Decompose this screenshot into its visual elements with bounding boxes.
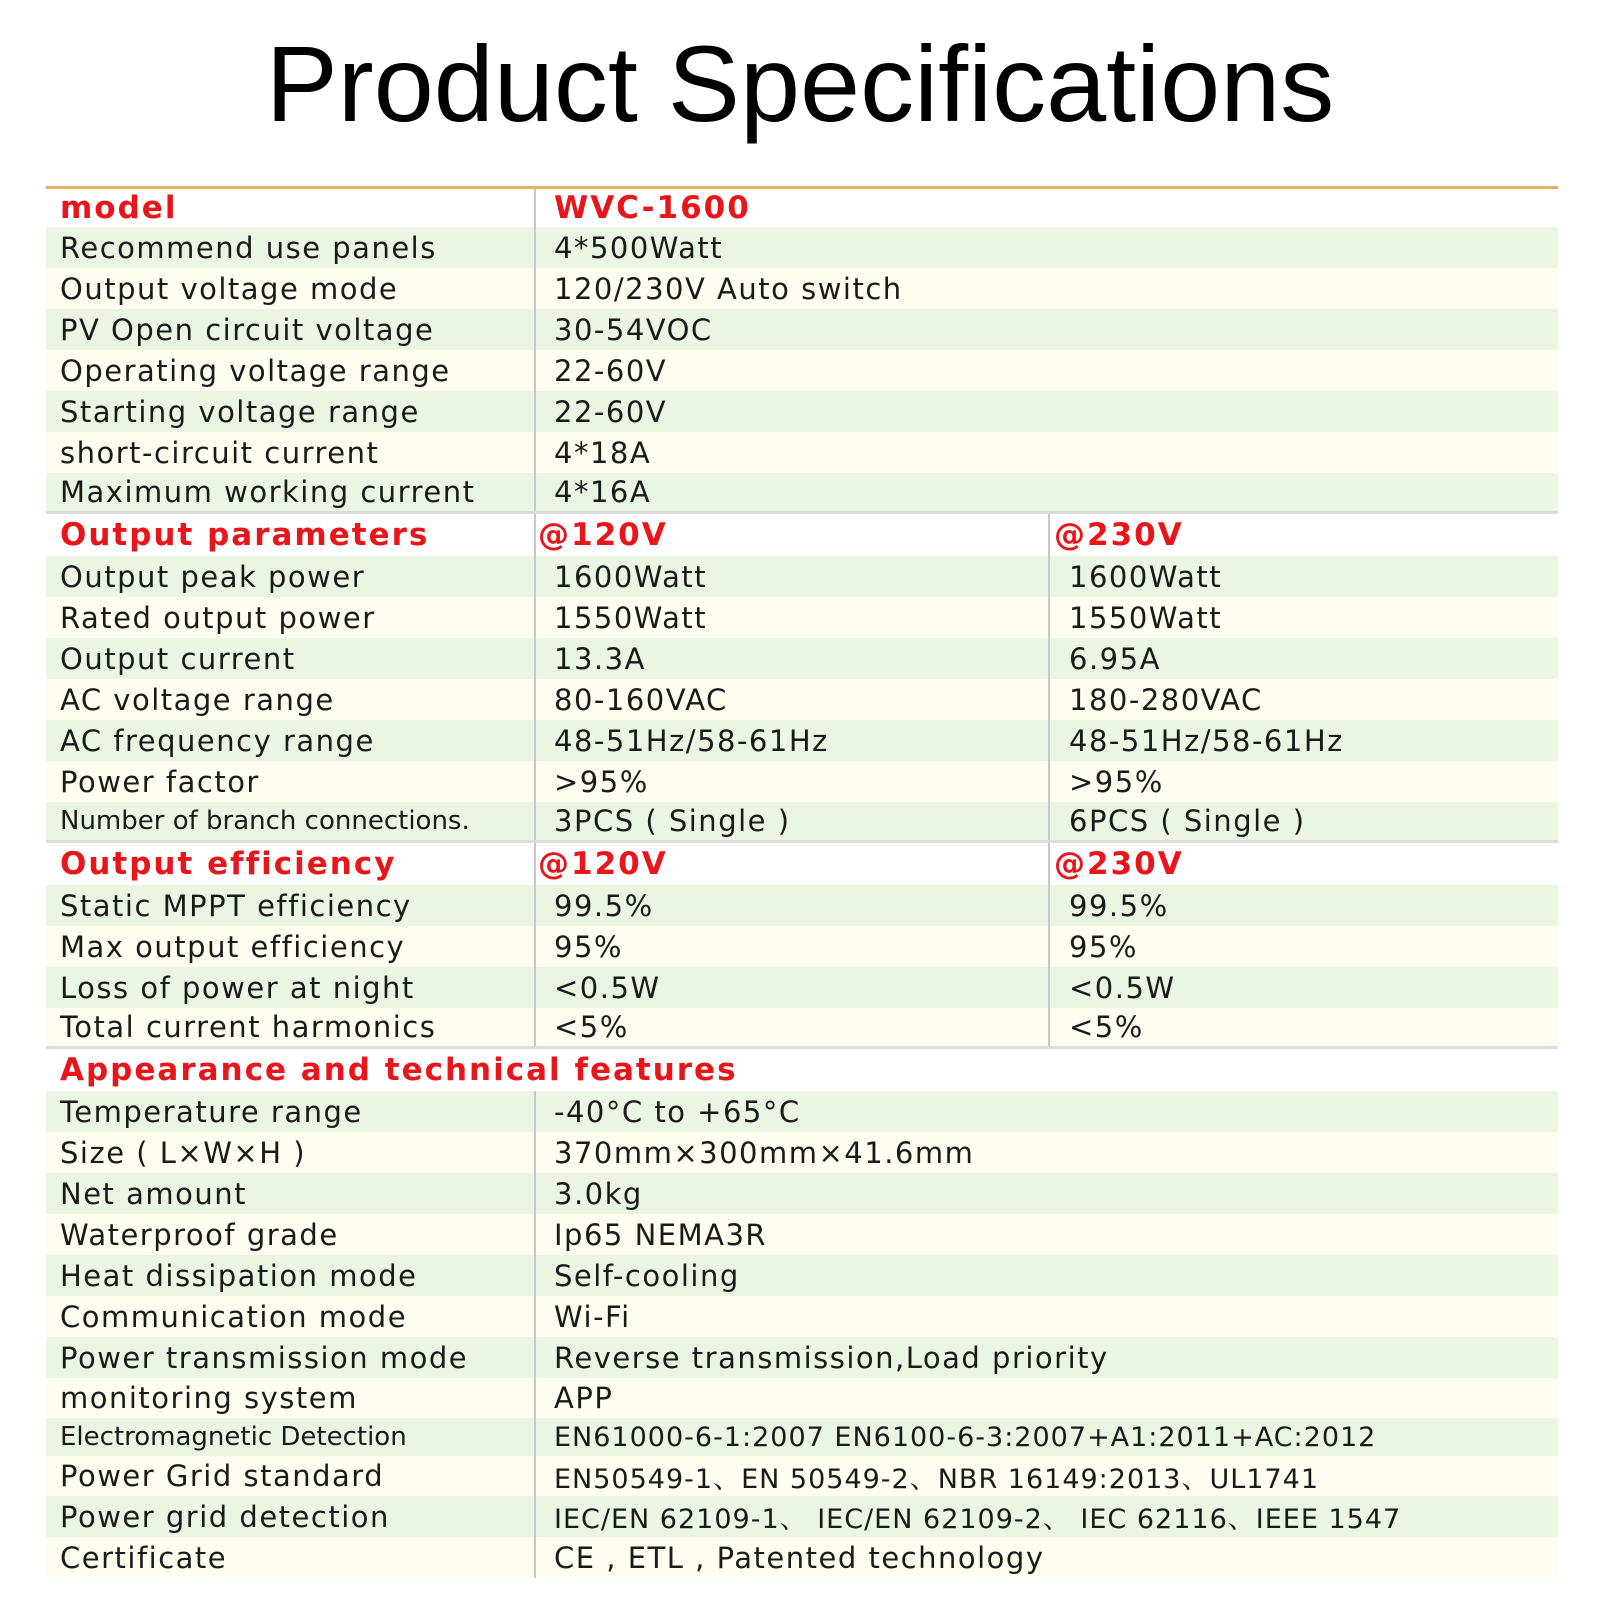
spec-label: Waterproof grade <box>60 1217 339 1252</box>
value-120v: 1600Watt <box>554 559 708 594</box>
column-divider <box>534 1008 536 1046</box>
value-230v: >95% <box>1069 764 1164 799</box>
spec-label: Output peak power <box>60 559 366 594</box>
value-120v: >95% <box>554 764 649 799</box>
spec-label: Net amount <box>60 1176 248 1211</box>
spec-value: EN61000-6-1:2007 EN6100-6-3:2007+A1:2011+AC:2012 <box>554 1421 1377 1453</box>
spec-label: Recommend use panels <box>60 230 437 265</box>
value-230v: 180-280VAC <box>1069 682 1263 717</box>
spec-row <box>46 967 1558 1008</box>
model-value: WVC-1600 <box>554 190 751 226</box>
spec-row <box>46 926 1558 967</box>
spec-value: Wi-Fi <box>554 1299 631 1334</box>
spec-label: Power factor <box>60 764 260 799</box>
value-120v: 1550Watt <box>554 600 708 635</box>
value-120v: 13.3A <box>554 641 646 676</box>
value-230v: 6PCS ( Single ) <box>1069 804 1306 838</box>
column-divider <box>534 1255 536 1296</box>
spec-value: -40°C to +65°C <box>554 1094 801 1129</box>
value-120v: 99.5% <box>554 888 654 923</box>
section-heading: Appearance and technical features <box>60 1052 738 1088</box>
spec-value: 120/230V Auto switch <box>554 271 903 306</box>
column-divider <box>534 1418 536 1456</box>
spec-label: PV Open circuit voltage <box>60 312 435 347</box>
column-divider <box>534 638 536 679</box>
spec-label: Rated output power <box>60 600 376 635</box>
spec-row <box>46 227 1558 268</box>
spec-label: Output voltage mode <box>60 271 399 306</box>
column-divider <box>534 268 536 309</box>
value-230v: 99.5% <box>1069 888 1169 923</box>
spec-label: Certificate <box>60 1540 228 1575</box>
column-divider <box>534 843 536 885</box>
column-divider <box>534 1337 536 1378</box>
spec-label: Maximum working current <box>60 475 476 509</box>
column-divider <box>534 802 536 840</box>
column-divider <box>534 720 536 761</box>
spec-row <box>46 1008 1558 1049</box>
column-divider <box>534 1091 536 1132</box>
column-divider <box>1048 514 1050 556</box>
value-230v: <5% <box>1069 1010 1144 1044</box>
value-230v: 95% <box>1069 929 1138 964</box>
column-divider <box>1048 843 1050 885</box>
spec-label: monitoring system <box>60 1381 358 1415</box>
spec-row <box>46 802 1558 843</box>
column-heading-230v: @230V <box>1054 846 1184 882</box>
spec-label: Size ( L×W×H ) <box>60 1135 307 1170</box>
section-heading: Output parameters <box>60 517 430 553</box>
spec-row <box>46 1378 1558 1418</box>
spec-row <box>46 638 1558 679</box>
spec-row <box>46 1296 1558 1337</box>
column-divider <box>534 556 536 597</box>
column-divider <box>534 761 536 802</box>
spec-row <box>46 268 1558 309</box>
spec-row <box>46 761 1558 802</box>
spec-row <box>46 1537 1558 1578</box>
spec-value: EN50549-1、EN 50549-2、NBR 16149:2013、UL1741 <box>554 1463 1320 1495</box>
spec-row <box>46 309 1558 350</box>
spec-row <box>46 556 1558 597</box>
value-230v: 6.95A <box>1069 641 1161 676</box>
spec-row <box>46 473 1558 514</box>
spec-label: Operating voltage range <box>60 353 451 388</box>
spec-label: Power grid detection <box>60 1499 390 1534</box>
spec-row <box>46 1091 1558 1132</box>
spec-value: 4*16A <box>554 475 652 509</box>
spec-label: AC frequency range <box>60 723 375 758</box>
column-divider <box>534 1296 536 1337</box>
value-120v: <0.5W <box>554 970 661 1005</box>
value-120v: 95% <box>554 929 623 964</box>
value-120v: 3PCS ( Single ) <box>554 804 791 838</box>
spec-value: 22-60V <box>554 353 668 388</box>
spec-value: 370mm×300mm×41.6mm <box>554 1135 975 1170</box>
column-divider <box>534 514 536 556</box>
column-divider <box>534 227 536 268</box>
spec-label: Max output efficiency <box>60 929 406 964</box>
column-divider <box>534 1537 536 1578</box>
spec-label: short-circuit current <box>60 435 380 470</box>
column-heading-120v: @120V <box>538 517 668 553</box>
spec-label: Communication mode <box>60 1299 408 1334</box>
spec-label: Output current <box>60 641 296 676</box>
spec-label: Power Grid standard <box>60 1459 385 1493</box>
column-divider <box>534 1173 536 1214</box>
column-divider <box>534 1132 536 1173</box>
spec-row <box>46 1496 1558 1537</box>
spec-row <box>46 350 1558 391</box>
spec-value: CE , ETL , Patented technology <box>554 1540 1045 1575</box>
spec-value: 4*18A <box>554 435 652 470</box>
column-divider <box>534 473 536 511</box>
spec-value: 4*500Watt <box>554 230 724 265</box>
output-parameters-header <box>46 514 1558 556</box>
value-230v: 1550Watt <box>1069 600 1223 635</box>
column-divider <box>534 1214 536 1255</box>
column-heading-120v: @120V <box>538 846 668 882</box>
spec-value: APP <box>554 1381 614 1415</box>
spec-label: AC voltage range <box>60 682 335 717</box>
column-divider <box>534 432 536 473</box>
column-divider <box>534 189 536 227</box>
column-divider <box>534 885 536 926</box>
section-heading: Output efficiency <box>60 846 397 882</box>
spec-row <box>46 1418 1558 1456</box>
spec-label: Electromagnetic Detection <box>60 1422 407 1452</box>
spec-label: Static MPPT efficiency <box>60 888 412 923</box>
spec-label: Temperature range <box>60 1094 363 1129</box>
column-divider <box>534 1456 536 1496</box>
spec-label: Total current harmonics <box>60 1010 437 1044</box>
spec-value: Reverse transmission,Load priority <box>554 1340 1109 1375</box>
column-divider <box>534 597 536 638</box>
spec-label: Number of branch connections. <box>60 806 470 836</box>
spec-label: Loss of power at night <box>60 970 415 1005</box>
spec-row <box>46 1132 1558 1173</box>
column-divider <box>534 1496 536 1537</box>
page-title: Product Specifications <box>265 23 1335 144</box>
spec-value: Self-cooling <box>554 1258 740 1293</box>
value-120v: 48-51Hz/58-61Hz <box>554 723 829 758</box>
column-divider <box>534 1378 536 1418</box>
value-120v: 80-160VAC <box>554 682 728 717</box>
spec-label: Starting voltage range <box>60 394 420 429</box>
spec-row <box>46 679 1558 720</box>
spec-row <box>46 885 1558 926</box>
spec-row <box>46 597 1558 638</box>
model-label: model <box>60 190 178 226</box>
value-120v: <5% <box>554 1010 629 1044</box>
spec-value: 3.0kg <box>554 1176 643 1211</box>
column-divider <box>534 926 536 967</box>
column-divider <box>534 309 536 350</box>
spec-row <box>46 1214 1558 1255</box>
column-divider <box>534 679 536 720</box>
column-divider <box>534 967 536 1008</box>
appearance-header <box>46 1049 1558 1091</box>
spec-row <box>46 391 1558 432</box>
spec-table <box>46 186 1558 1603</box>
spec-row <box>46 1255 1558 1296</box>
spec-value: IEC/EN 62109-1、 IEC/EN 62109-2、 IEC 62116、IEEE 1547 <box>554 1504 1402 1535</box>
column-divider <box>534 350 536 391</box>
spec-row <box>46 1173 1558 1214</box>
value-230v: 48-51Hz/58-61Hz <box>1069 723 1344 758</box>
spec-value: 30-54VOC <box>554 312 713 347</box>
spec-value: 22-60V <box>554 394 668 429</box>
output-efficiency-header <box>46 843 1558 885</box>
spec-row <box>46 1456 1558 1496</box>
model-row <box>46 189 1558 227</box>
spec-row <box>46 1337 1558 1378</box>
column-divider <box>534 391 536 432</box>
value-230v: 1600Watt <box>1069 559 1223 594</box>
spec-label: Power transmission mode <box>60 1340 469 1375</box>
spec-row <box>46 432 1558 473</box>
spec-row <box>46 720 1558 761</box>
column-heading-230v: @230V <box>1054 517 1184 553</box>
spec-label: Heat dissipation mode <box>60 1258 418 1293</box>
value-230v: <0.5W <box>1069 970 1176 1005</box>
spec-value: Ip65 NEMA3R <box>554 1217 768 1252</box>
